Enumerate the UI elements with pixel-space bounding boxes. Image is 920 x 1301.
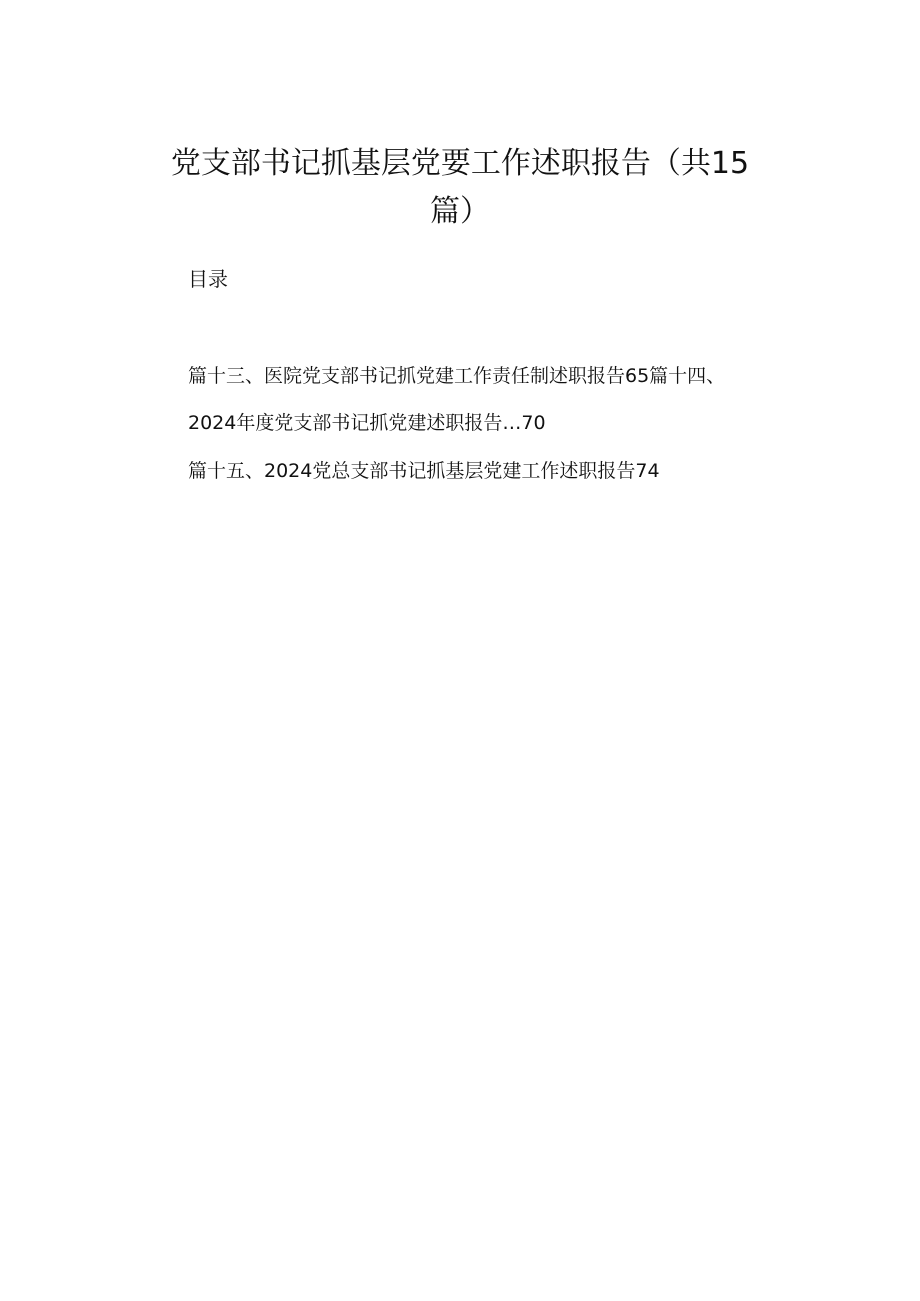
- document-title-line-1: 党支部书记抓基层党要工作述职报告（共15: [170, 146, 750, 181]
- toc-entry[interactable]: 篇十五、2024党总支部书记抓基层党建工作述职报告74: [188, 460, 660, 482]
- document-title-line-2: 篇）: [430, 194, 490, 229]
- toc-entry[interactable]: 篇十三、医院党支部书记抓党建工作责任制述职报告65篇十四、: [188, 365, 726, 387]
- toc-entry[interactable]: 2024年度党支部书记抓党建述职报告…70: [188, 412, 546, 434]
- toc-heading: 目录: [188, 267, 228, 291]
